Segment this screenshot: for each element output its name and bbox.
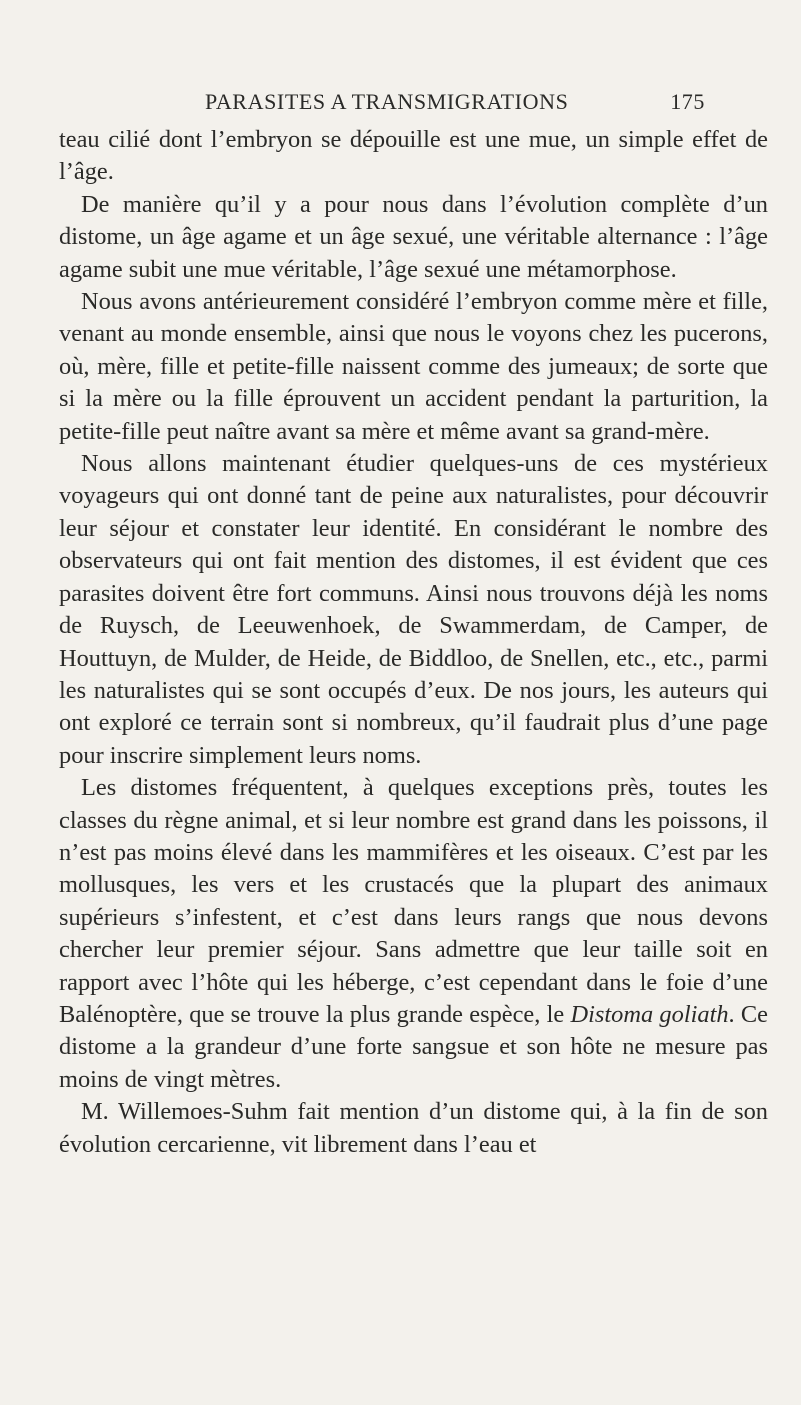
running-title: PARASITES A TRANSMIGRATIONS — [205, 89, 569, 114]
paragraph-2: De manière qu’il y a pour nous dans l’évolution complète d’un distome, un âge agame et un âge sexué, une véritable alternance : l’âge agame subit une mue véritable, l’âge sexué une métamorphose. — [59, 190, 768, 283]
page-number: 175 — [670, 89, 705, 114]
paragraph-1: teau cilié dont l’embryon se dépouille est une mue, un simple effet de l’âge. — [59, 126, 768, 186]
paragraph-5 — [59, 772, 768, 1096]
running-header — [205, 88, 705, 116]
paragraph-5-text-a: Les distomes fréquentent, à quelques exceptions près, toutes les classes du règne animal, et si leur nombre est grand dans les poissons, il n’est pas moins élevé dans les mammifères et les oiseaux. C’est par les mollusques, les vers et les crustacés que la plupart des animaux supérieurs s’infestent, et c’est dans leurs rangs que nous devons chercher leur premier séjour. Sans admettre que leur taille soit en rapport avec l’hôte qui les héberge, c’est cependant dans le foie d’une Balénoptère, que se trouve la plus grande espèce, le — [59, 774, 768, 1028]
paragraph-6: M. Willemoes-Suhm fait mention d’un distome qui, à la fin de son évolution cercarienne, vit librement dans l’eau et — [59, 1098, 768, 1158]
species-name-italic: Distoma goliath — [570, 1000, 729, 1028]
paragraph-5-text-b: . Ce distome a la grandeur d’une forte sangsue et son hôte ne mesure pas moins de vingt mètres. — [59, 1000, 769, 1093]
body-text — [59, 124, 768, 1161]
paragraph-3: Nous avons antérieurement considéré l’embryon comme mère et fille, venant au monde ensemble, ainsi que nous le voyons chez les pucerons, où, mère, fille et petite-fille naissent comme des jumeaux; de sorte que si la mère ou la fille éprouvent un accident pendant la parturition, la petite-fille peut naître avant sa mère et même avant sa grand-mère. — [59, 288, 768, 445]
paragraph-4: Nous allons maintenant étudier quelques-uns de ces mystérieux voyageurs qui ont donné tant de peine aux naturalistes, pour découvrir leur séjour et constater leur identité. En considérant le nombre des observateurs qui ont fait mention des distomes, il est évident que ces parasites doivent être fort communs. Ainsi nous trouvons déjà les noms de Ruysch, de Leeuwenhoek, de Swammerdam, de Camper, de Houttuyn, de Mulder, de Heide, de Biddloo, de Snellen, etc., etc., parmi les naturalistes qui se sont occupés d’eux. De nos jours, les auteurs qui ont exploré ce terrain sont si nombreux, qu’il faudrait plus d’une page pour inscrire simplement leurs noms. — [59, 450, 768, 769]
